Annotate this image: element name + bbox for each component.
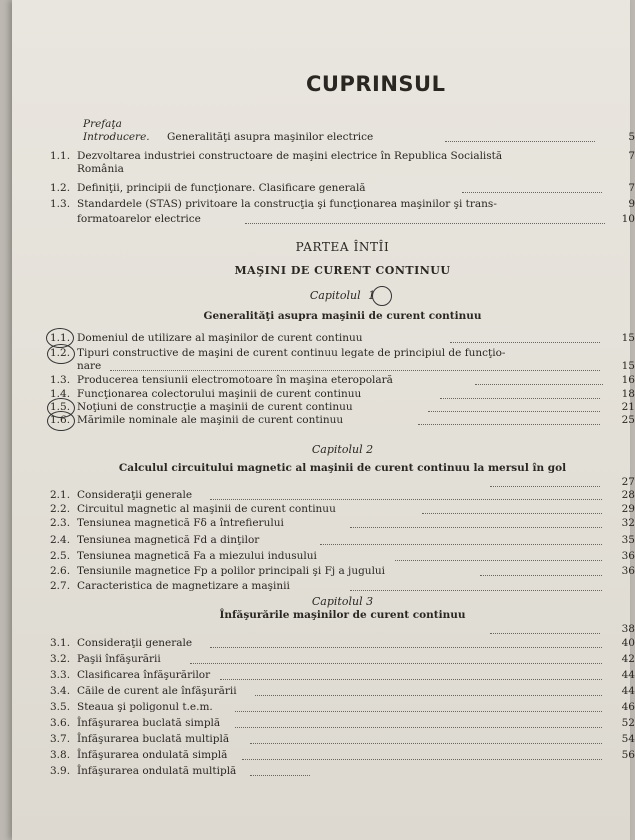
toc-entry-2-7[interactable]: 2.7. Caracteristica de magnetizare a maşinii — [50, 580, 635, 593]
toc-entry-introducere[interactable]: Introducere. Generalităţi asupra maşinilor electrice 5 — [83, 131, 635, 143]
leader-dots — [245, 222, 605, 224]
chapter-3-title: Înfăşurările maşinilor de curent continuu — [219, 609, 466, 621]
toc-entry-1-1-cont: România — [77, 163, 124, 175]
toc-entry-1-4b[interactable]: 1.4. Funcţionarea colectorului maşinii de curent continuu 18 — [50, 388, 635, 400]
leader-dots — [235, 710, 602, 712]
leader-dots — [235, 726, 602, 728]
toc-entry-1-2b-cont: nare 15 — [77, 360, 635, 372]
leader-dots — [450, 341, 600, 343]
toc-entry-1-3-cont: formatoarelor electrice 10 — [77, 213, 635, 225]
leader-dots — [350, 526, 602, 528]
toc-entry-1-3[interactable]: 1.3. Standardele (STAS) privitoare la construcţia şi funcţionarea maşinilor şi trans- 9 — [50, 198, 635, 210]
toc-entry-2-3[interactable]: 2.3. Tensiunea magnetică Fδ a întrefierului 32 — [50, 517, 635, 529]
toc-entry-2-5[interactable]: 2.5. Tensiunea magnetică Fa a miezului indusului 36 — [50, 550, 635, 562]
leader-dots — [255, 694, 602, 696]
leader-dots — [440, 397, 600, 399]
chapter-1-label: Capitolul 1 — [309, 289, 376, 302]
part-title: MAŞINI DE CURENT CONTINUU — [234, 264, 451, 277]
leader-dots — [350, 589, 602, 591]
leader-dots — [422, 512, 602, 514]
chapter-1-title: Generalităţi asupra maşinii de curent continuu — [203, 310, 482, 322]
chapter-2-title-page: 27 — [50, 476, 635, 489]
leader-dots — [220, 678, 602, 680]
book-page — [12, 0, 635, 840]
toc-entry-3-4[interactable]: 3.4. Căile de curent ale înfăşurării 44 — [50, 685, 635, 697]
toc-entry-1-1[interactable]: 1.1. Dezvoltarea industriei constructoare de maşini electrice în Republica Socialistă 7 — [50, 150, 635, 162]
leader-dots — [250, 742, 602, 744]
leader-dots — [445, 140, 595, 142]
leader-dots — [190, 662, 602, 664]
chapter-3-label: Capitolul 3 — [311, 595, 374, 608]
leader-dots — [480, 574, 602, 576]
toc-entry-1-2[interactable]: 1.2. Definiţii, principii de funcţionare. Clasificare generală 7 — [50, 182, 635, 194]
chapter-2-title: Calculul circuitului magnetic al maşinii de curent continuu la mersul în gol — [118, 462, 567, 474]
toc-entry-1-2b[interactable]: 1.2. Tipuri constructive de maşini de curent continuu legate de principiul de funcţio- — [50, 347, 506, 359]
leader-dots — [462, 191, 602, 193]
toc-entry-1-3b[interactable]: 1.3. Producerea tensiunii electromotoare în maşina eteropolară 16 — [50, 374, 635, 386]
toc-entry-3-9[interactable]: 3.9. Înfăşurarea ondulată multiplă — [50, 765, 635, 778]
toc-entry-2-2[interactable]: 2.2. Circuitul magnetic al maşinii de curent continuu 29 — [50, 503, 635, 515]
pen-circle-mark — [47, 411, 75, 431]
chapter-3-title-page: 38 — [50, 623, 635, 636]
toc-entry-3-8[interactable]: 3.8. Înfăşurarea ondulată simplă 56 — [50, 749, 635, 761]
leader-dots — [242, 758, 602, 760]
toc-entry-2-6[interactable]: 2.6. Tensiunile magnetice Fp a polilor principali şi Fj a jugului 36 — [50, 565, 635, 577]
toc-entry-2-1[interactable]: 2.1. Consideraţii generale 28 — [50, 489, 635, 501]
page-title: CUPRINSUL — [306, 72, 446, 96]
pen-circle-mark — [372, 286, 392, 306]
leader-dots — [110, 369, 600, 371]
toc-entry-3-7[interactable]: 3.7. Înfăşurarea buclată multiplă 54 — [50, 733, 635, 745]
leader-dots — [428, 410, 600, 412]
toc-entry-3-3[interactable]: 3.3. Clasificarea înfăşurărilor 44 — [50, 669, 635, 681]
toc-entry-1-1b[interactable]: 1.1. Domeniul de utilizare al maşinilor de curent continuu 15 — [50, 332, 635, 344]
chapter-2-label: Capitolul 2 — [311, 443, 374, 456]
pen-circle-mark — [47, 344, 75, 364]
toc-entry-2-4[interactable]: 2.4. Tensiunea magnetică Fd a dinţilor 35 — [50, 534, 635, 546]
toc-entry-1-6b[interactable]: 1.6. Mărimile nominale ale maşinii de curent continuu 25 — [50, 414, 635, 426]
leader-dots — [210, 646, 602, 648]
leader-dots — [210, 498, 602, 500]
toc-entry-prefata[interactable]: Prefaţa — [83, 118, 122, 130]
toc-entry-3-1[interactable]: 3.1. Consideraţii generale 40 — [50, 637, 635, 649]
leader-dots — [418, 423, 600, 425]
toc-entry-3-2[interactable]: 3.2. Paşii înfăşurării 42 — [50, 653, 635, 665]
leader-dots — [320, 543, 602, 545]
leader-dots — [395, 559, 602, 561]
toc-entry-1-5b[interactable]: 1.5. Noţiuni de construcţie a maşinii de curent continuu 21 — [50, 401, 635, 413]
leader-dots — [250, 774, 310, 776]
toc-entry-3-5[interactable]: 3.5. Steaua şi poligonul t.e.m. 46 — [50, 701, 635, 713]
leader-dots — [490, 485, 600, 487]
leader-dots — [475, 383, 603, 385]
part-label: PARTEA ÎNTÎI — [295, 240, 390, 254]
leader-dots — [490, 632, 600, 634]
toc-entry-3-6[interactable]: 3.6. Înfăşurarea buclată simplă 52 — [50, 717, 635, 729]
